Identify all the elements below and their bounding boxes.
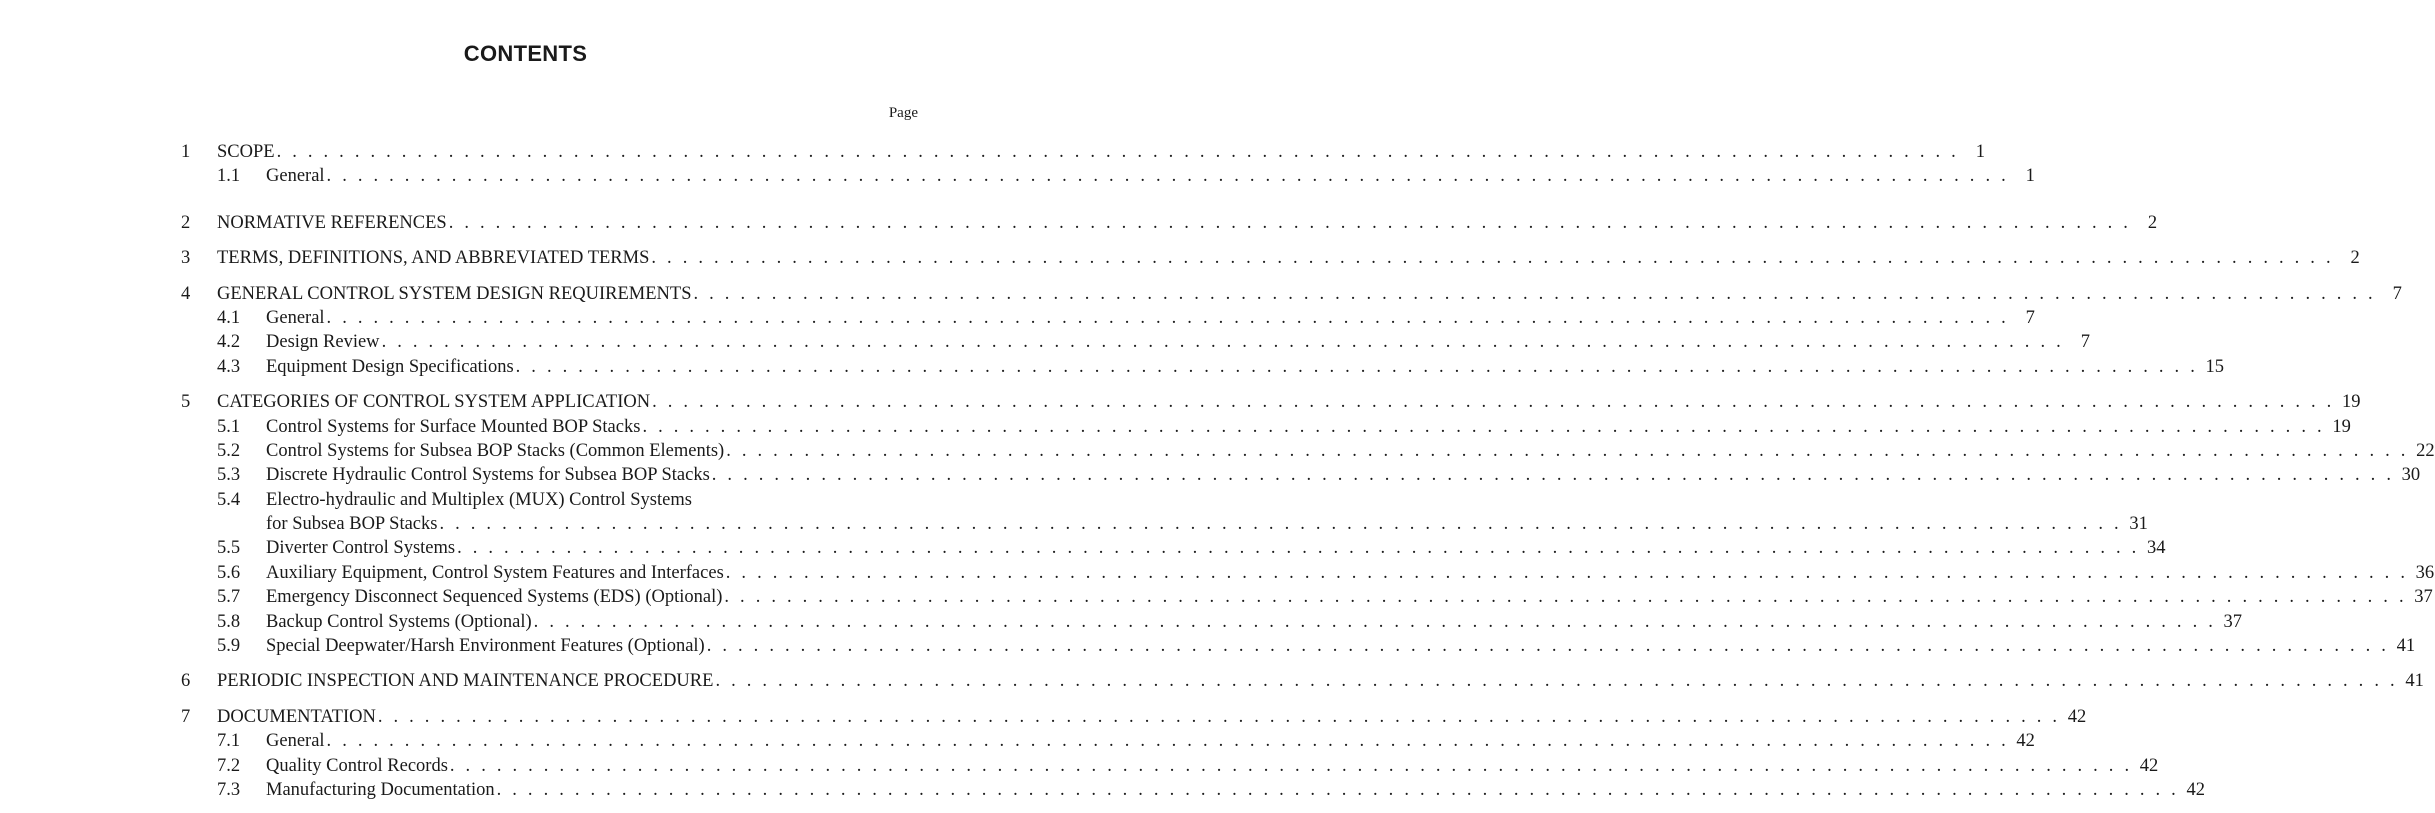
subsection-number: 5.9 [217, 636, 241, 657]
page-number: 31 [2129, 514, 2148, 535]
subsection-title: Electro-hydraulic and Multiplex (MUX) Control Systems [266, 489, 692, 510]
toc-entry[interactable] [181, 669, 2424, 693]
subsection-number: 7.1 [217, 731, 241, 752]
dot-leader: . . . . . . . . . . . . . . . . . . . . . . . . . . . . . . . . . . . . . . . . . . . . . . . . . . . . . . . . . . . . . . . . . . . . . . . . . . . . . . . . . . . . . . . . . . . . . . . . . . . . . . . . . . . . [642, 416, 2325, 437]
page-number: 22 [2416, 440, 2435, 461]
toc-subentry[interactable] [181, 306, 2035, 330]
page-number: 1 [1975, 142, 1985, 162]
subsection-title: Manufacturing Documentation [266, 779, 495, 800]
section-title: DOCUMENTATION [217, 706, 376, 727]
section-number: 7 [181, 706, 191, 727]
dot-leader: . . . . . . . . . . . . . . . . . . . . . . . . . . . . . . . . . . . . . . . . . . . . . . . . . . . . . . . . . . . . . . . . . . . . . . . . . . . . . . . . . . . . . . . . . . . . . . . . . . . . . . . . . . . . [326, 731, 2009, 752]
dot-leader: . . . . . . . . . . . . . . . . . . . . . . . . . . . . . . . . . . . . . . . . . . . . . . . . . . . . . . . . . . . . . . . . . . . . . . . . . . . . . . . . . . . . . . . . . . . . . . . . . . . . . . . . . . . . [326, 166, 2009, 187]
subsection-title: Emergency Disconnect Sequenced Systems (EDS) (Optional) [266, 587, 723, 608]
section-title: SCOPE [217, 142, 275, 162]
toc-subentry[interactable] [181, 164, 2035, 188]
toc-subentry[interactable] [181, 634, 2416, 658]
subsection-number: 4.2 [217, 332, 241, 353]
toc-section [181, 211, 2158, 235]
page-number: 30 [2401, 465, 2421, 486]
section-title: TERMS, DEFINITIONS, AND ABBREVIATED TERMS [217, 248, 650, 269]
dot-leader: . . . . . . . . . . . . . . . . . . . . . . . . . . . . . . . . . . . . . . . . . . . . . . . . . . . . . . . . . . . . . . . . . . . . . . . . . . . . . . . . . . . . . . . . . . . . . . . . . . . . . . . . . . . . [439, 514, 2122, 535]
subsection-number: 4.3 [217, 356, 241, 377]
page-number: 37 [2414, 587, 2433, 608]
dot-leader: . . . . . . . . . . . . . . . . . . . . . . . . . . . . . . . . . . . . . . . . . . . . . . . . . . . . . . . . . . . . . . . . . . . . . . . . . . . . . . . . . . . . . . . . . . . . . . . . . . . . . . . . . . . . [449, 755, 2133, 776]
subsection-title: General [266, 166, 325, 187]
toc-subentry[interactable] [181, 439, 2435, 463]
subsection-number: 1.1 [217, 166, 241, 187]
subsection-title: Diverter Control Systems [266, 538, 456, 559]
page-number: 42 [2139, 755, 2159, 776]
dot-leader: . . . . . . . . . . . . . . . . . . . . . . . . . . . . . . . . . . . . . . . . . . . . . . . . . . . . . . . . . . . . . . . . . . . . . . . . . . . . . . . . . . . . . . . . . . . . . . . . . . . . . . . . . . . . [381, 332, 2064, 353]
toc-section [181, 705, 2205, 803]
page-number: 42 [2016, 731, 2035, 752]
subsection-number: 7.3 [217, 779, 241, 800]
subsection-number: 5.2 [217, 440, 241, 461]
subsection-title: Auxiliary Equipment, Control System Features and Interfaces [266, 562, 724, 583]
subsection-title: General [266, 731, 325, 752]
subsection-title-continued: for Subsea BOP Stacks [266, 514, 438, 535]
toc-subentry[interactable] [181, 355, 2225, 379]
page-number: 2 [2147, 212, 2158, 233]
toc-subentry-continuation[interactable] [181, 512, 2148, 536]
toc-entry[interactable] [181, 140, 1985, 164]
subsection-number: 4.1 [217, 307, 241, 328]
toc-section [181, 246, 2360, 270]
subsection-title: Control Systems for Subsea BOP Stacks (Common Elements) [266, 440, 725, 461]
toc-section [181, 140, 2035, 189]
dot-leader: . . . . . . . . . . . . . . . . . . . . . . . . . . . . . . . . . . . . . . . . . . . . . . . . . . . . . . . . . . . . . . . . . . . . . . . . . . . . . . . . . . . . . . . . . . . . . . . . . . . . . . . . . . . . [652, 392, 2335, 413]
toc-subentry[interactable] [181, 463, 2421, 487]
subsection-number: 5.6 [217, 562, 241, 583]
table-of-contents [181, 140, 2435, 813]
toc-entry[interactable] [181, 705, 2087, 729]
toc-subentry[interactable] [181, 585, 2433, 609]
page-number: 1 [2025, 166, 2035, 187]
page-number: 42 [2186, 779, 2205, 800]
page-number: 7 [2080, 332, 2090, 353]
toc-entry[interactable] [181, 211, 2158, 235]
dot-leader: . . . . . . . . . . . . . . . . . . . . . . . . . . . . . . . . . . . . . . . . . . . . . . . . . . . . . . . . . . . . . . . . . . . . . . . . . . . . . . . . . . . . . . . . . . . . . . . . . . . . . . . . . . . . [276, 142, 1959, 162]
dot-leader: . . . . . . . . . . . . . . . . . . . . . . . . . . . . . . . . . . . . . . . . . . . . . . . . . . . . . . . . . . . . . . . . . . . . . . . . . . . . . . . . . . . . . . . . . . . . . . . . . . . . . . . . . . . . [457, 538, 2140, 559]
subsection-title: Equipment Design Specifications [266, 356, 514, 377]
toc-subentry[interactable] [181, 729, 2035, 753]
page-number: 42 [2067, 706, 2087, 727]
page-number: 2 [2350, 248, 2360, 269]
toc-subentry[interactable] [181, 778, 2205, 802]
section-number: 2 [181, 212, 191, 233]
toc-section [181, 390, 2435, 658]
toc-subentry[interactable] [181, 561, 2435, 585]
dot-leader: . . . . . . . . . . . . . . . . . . . . . . . . . . . . . . . . . . . . . . . . . . . . . . . . . . . . . . . . . . . . . . . . . . . . . . . . . . . . . . . . . . . . . . . . . . . . . . . . . . . . . . . . . . . . [715, 671, 2398, 692]
dot-leader: . . . . . . . . . . . . . . . . . . . . . . . . . . . . . . . . . . . . . . . . . . . . . . . . . . . . . . . . . . . . . . . . . . . . . . . . . . . . . . . . . . . . . . . . . . . . . . . . . . . . . . . . . . . . [711, 465, 2395, 486]
subsection-title: Discrete Hydraulic Control Systems for Subsea BOP Stacks [266, 465, 710, 486]
dot-leader: . . . . . . . . . . . . . . . . . . . . . . . . . . . . . . . . . . . . . . . . . . . . . . . . . . . . . . . . . . . . . . . . . . . . . . . . . . . . . . . . . . . . . . . . . . . . . . . . . . . . . . . . . . . . [725, 562, 2409, 583]
page-number: 7 [2025, 307, 2035, 328]
page-number: 19 [2332, 416, 2351, 437]
section-number: 5 [181, 392, 191, 413]
subsection-number: 5.7 [217, 587, 241, 608]
dot-leader: . . . . . . . . . . . . . . . . . . . . . . . . . . . . . . . . . . . . . . . . . . . . . . . . . . . . . . . . . . . . . . . . . . . . . . . . . . . . . . . . . . . . . . . . . . . . . . . . . . . . . . . . . . . . [651, 248, 2334, 269]
page-number: 41 [2405, 671, 2424, 692]
dot-leader: . . . . . . . . . . . . . . . . . . . . . . . . . . . . . . . . . . . . . . . . . . . . . . . . . . . . . . . . . . . . . . . . . . . . . . . . . . . . . . . . . . . . . . . . . . . . . . . . . . . . . . . . . . . . [496, 779, 2179, 800]
dot-leader: . . . . . . . . . . . . . . . . . . . . . . . . . . . . . . . . . . . . . . . . . . . . . . . . . . . . . . . . . . . . . . . . . . . . . . . . . . . . . . . . . . . . . . . . . . . . . . . . . . . . . . . . . . . . [693, 283, 2376, 304]
toc-entry[interactable] [181, 390, 2361, 414]
toc-subentry[interactable] [181, 536, 2166, 560]
section-title: NORMATIVE REFERENCES [217, 212, 447, 233]
section-title: CATEGORIES OF CONTROL SYSTEM APPLICATION [217, 392, 651, 413]
toc-subentry[interactable] [181, 488, 911, 512]
toc-entry[interactable] [181, 246, 2360, 270]
subsection-number: 5.3 [217, 465, 241, 486]
dot-leader: . . . . . . . . . . . . . . . . . . . . . . . . . . . . . . . . . . . . . . . . . . . . . . . . . . . . . . . . . . . . . . . . . . . . . . . . . . . . . . . . . . . . . . . . . . . . . . . . . . . . . . . . . . . . [706, 636, 2390, 657]
toc-section [181, 282, 2402, 380]
page-column-header: Page [888, 105, 918, 121]
page-number: 37 [2223, 611, 2243, 632]
subsection-title: Design Review [266, 332, 380, 353]
dot-leader: . . . . . . . . . . . . . . . . . . . . . . . . . . . . . . . . . . . . . . . . . . . . . . . . . . . . . . . . . . . . . . . . . . . . . . . . . . . . . . . . . . . . . . . . . . . . . . . . . . . . . . . . . . . . [515, 356, 2199, 377]
section-number: 4 [181, 283, 191, 304]
dot-leader: . . . . . . . . . . . . . . . . . . . . . . . . . . . . . . . . . . . . . . . . . . . . . . . . . . . . . . . . . . . . . . . . . . . . . . . . . . . . . . . . . . . . . . . . . . . . . . . . . . . . . . . . . . . . [726, 440, 2409, 461]
page-number: 34 [2146, 538, 2166, 559]
toc-section [181, 669, 2424, 693]
section-number: 6 [181, 671, 191, 692]
page-title: CONTENTS [463, 41, 588, 66]
dot-leader: . . . . . . . . . . . . . . . . . . . . . . . . . . . . . . . . . . . . . . . . . . . . . . . . . . . . . . . . . . . . . . . . . . . . . . . . . . . . . . . . . . . . . . . . . . . . . . . . . . . . . . . . . . . . [377, 706, 2061, 727]
subsection-title: Control Systems for Surface Mounted BOP Stacks [266, 416, 641, 437]
toc-entry[interactable] [181, 282, 2402, 306]
subsection-number: 5.5 [217, 538, 241, 559]
page-number: 7 [2392, 283, 2402, 304]
dot-leader: . . . . . . . . . . . . . . . . . . . . . . . . . . . . . . . . . . . . . . . . . . . . . . . . . . . . . . . . . . . . . . . . . . . . . . . . . . . . . . . . . . . . . . . . . . . . . . . . . . . . . . . . . . . . [724, 587, 2407, 608]
subsection-number: 5.4 [217, 489, 241, 510]
subsection-number: 5.8 [217, 611, 241, 632]
toc-subentry[interactable] [181, 415, 2351, 439]
dot-leader: . . . . . . . . . . . . . . . . . . . . . . . . . . . . . . . . . . . . . . . . . . . . . . . . . . . . . . . . . . . . . . . . . . . . . . . . . . . . . . . . . . . . . . . . . . . . . . . . . . . . . . . . . . . . [448, 212, 2132, 233]
subsection-title: General [266, 307, 325, 328]
subsection-title: Quality Control Records [266, 755, 448, 776]
toc-subentry[interactable] [181, 330, 2090, 354]
subsection-number: 5.1 [217, 416, 241, 437]
page-number: 36 [2415, 562, 2435, 583]
subsection-title: Special Deepwater/Harsh Environment Features (Optional) [266, 636, 705, 657]
page-number: 19 [2341, 392, 2361, 413]
section-title: PERIODIC INSPECTION AND MAINTENANCE PROCEDURE [217, 671, 714, 692]
dot-leader: . . . . . . . . . . . . . . . . . . . . . . . . . . . . . . . . . . . . . . . . . . . . . . . . . . . . . . . . . . . . . . . . . . . . . . . . . . . . . . . . . . . . . . . . . . . . . . . . . . . . . . . . . . . . [533, 611, 2217, 632]
toc-subentry[interactable] [181, 610, 2243, 634]
subsection-title: Backup Control Systems (Optional) [266, 611, 532, 632]
dot-leader: . . . . . . . . . . . . . . . . . . . . . . . . . . . . . . . . . . . . . . . . . . . . . . . . . . . . . . . . . . . . . . . . . . . . . . . . . . . . . . . . . . . . . . . . . . . . . . . . . . . . . . . . . . . . [326, 307, 2009, 328]
section-number: 1 [181, 142, 191, 162]
page-number: 41 [2396, 636, 2416, 657]
page-number: 15 [2205, 356, 2225, 377]
toc-subentry[interactable] [181, 754, 2159, 778]
section-number: 3 [181, 248, 191, 269]
subsection-number: 7.2 [217, 755, 241, 776]
section-title: GENERAL CONTROL SYSTEM DESIGN REQUIREMENTS [217, 283, 692, 304]
